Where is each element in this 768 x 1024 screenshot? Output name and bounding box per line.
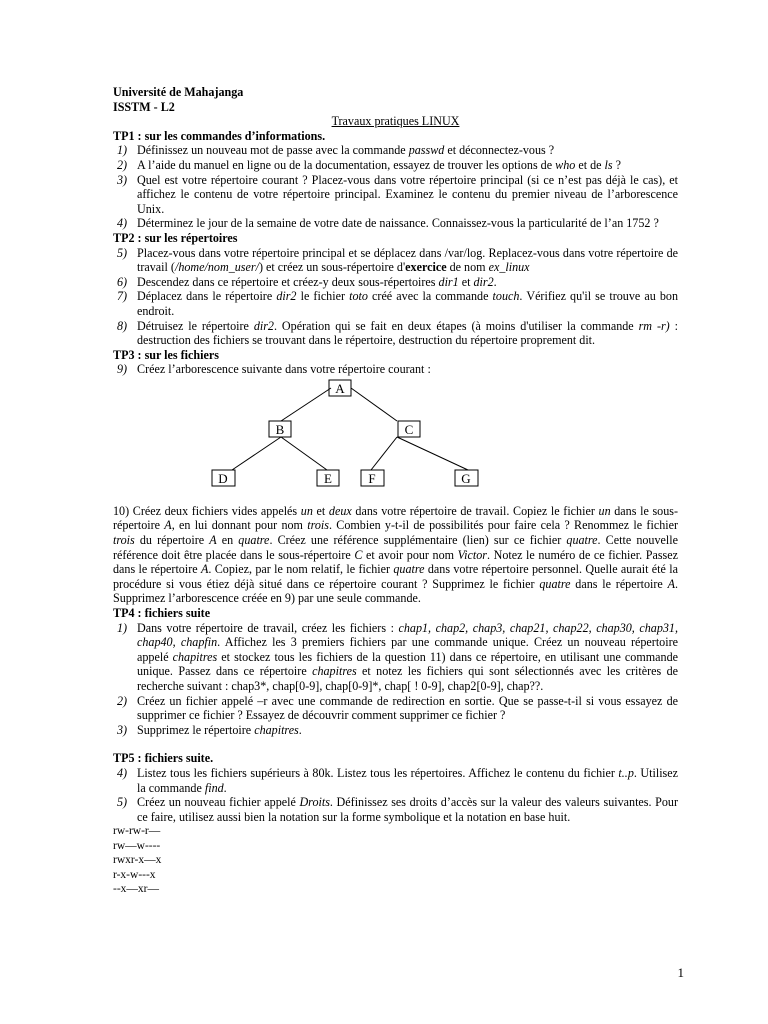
node-c-label: C xyxy=(404,421,414,437)
edge-b-d xyxy=(232,437,281,470)
item-text: Détruisez le répertoire dir2. Opération qui se fait en deux étapes (à moins d'utiliser la commande rm -r) : destruction des fichiers se trouvant dans le répertoire, destruction du répertoire proprement dit. xyxy=(137,318,678,348)
list-item xyxy=(117,216,678,231)
item-text: Dans votre répertoire de travail, créez les fichiers : chap1, chap2, chap3, chap21, chap22, chap30, chap31, chap40, chapfin. Affichez les 3 premiers fichiers par une commande unique. Créez un nouveau répertoire appelé chapitres et stockez tous les fichiers de la question 11) dans ce répertoire, en utilisant une commande unique. Passez dans ce répertoire chapitres et notez les fichiers qui sont sélectionnés avec les critères de recherche suivant : chap3*, chap[0-9], chap[0-9]*, chap[ ! 0-9], chap2[0-9], chap??. xyxy=(137,620,678,693)
node-a-label: A xyxy=(335,380,345,396)
item-number: 6) xyxy=(117,274,128,289)
item-number: 1) xyxy=(117,620,128,635)
permission-line: rw—w---- xyxy=(113,839,161,852)
permission-line: --x—xr— xyxy=(113,883,159,896)
node-g-label: G xyxy=(461,470,471,486)
list-item xyxy=(117,289,678,318)
item-text: Créez l’arborescence suivante dans votre répertoire courant : xyxy=(137,362,431,377)
item-text: Créez un nouveau fichier appelé Droits. Définissez ses droits d’accès sur la valeur des valeurs suivantes. Pour ce faire, utilisez aussi bien la notation sur la forme symbolique et la notation en base huit. xyxy=(137,795,678,824)
permission-line: r-x-w---x xyxy=(113,868,156,881)
item-text: Descendez dans ce répertoire et créez-y deux sous-répertoires dir1 et dir2. xyxy=(137,274,497,289)
list-item xyxy=(117,246,678,275)
item-number: 3) xyxy=(117,722,128,737)
tp1-heading: TP1 : sur les commandes d’informations. xyxy=(113,128,326,143)
document-title-wrap xyxy=(113,114,678,129)
list-item xyxy=(117,362,678,377)
item-number: 2) xyxy=(117,157,128,172)
directory-tree-diagram xyxy=(113,378,678,490)
edge-c-f xyxy=(371,437,397,470)
list-item xyxy=(117,173,678,217)
document-title: Travaux pratiques LINUX xyxy=(331,114,460,129)
item-number: 9) xyxy=(117,362,128,377)
item-number: 4) xyxy=(117,765,128,780)
list-item xyxy=(117,319,678,348)
item-text: Placez-vous dans votre répertoire principal et se déplacez dans /var/log. Replacez-vous dans votre répertoire de travail (/home/nom_user/) et créez un sous-répertoire d'exercice de nom ex_linux xyxy=(137,245,678,275)
exercise-10-text: 10) Créez deux fichiers vides appelés un et deux dans votre répertoire de travail. Copiez le fichier un dans le sous-répertoire A, en lui donnant pour nom trois. Combien y-t-il de possibilités pour faire cela ? Renommez le fichier trois du répertoire A en quatre. Créez une référence supplémentaire (lien) sur ce fichier quatre. Cette nouvelle référence doit être placée dans le sous-répertoire C et avoir pour nom Victor. Notez le numéro de ce fichier. Passez dans le répertoire A. Copiez, par le nom relatif, le fichier quatre dans votre répertoire personnel. Quelle aurait été la procédure si vous étiez déjà situé dans ce répertoire courant ? Supprimez le fichier quatre dans le répertoire A. Supprimez l’arborescence créée en 9) par une seule commande. xyxy=(113,503,678,606)
node-d-label: D xyxy=(218,470,228,486)
item-number: 1) xyxy=(117,143,128,158)
list-item xyxy=(117,766,678,795)
tp2-heading: TP2 : sur les répertoires xyxy=(113,230,238,245)
node-e-label: E xyxy=(324,470,332,486)
item-number: 5) xyxy=(117,245,128,260)
list-item xyxy=(117,795,678,824)
list-item xyxy=(117,143,678,158)
item-text: Déplacez dans le répertoire dir2 le fichier toto créé avec la commande touch. Vérifiez qu'il se trouve au bon endroit. xyxy=(137,289,679,318)
edge-b-e xyxy=(281,437,327,470)
document-page xyxy=(113,85,678,897)
item-text: Quel est votre répertoire courant ? Placez-vous dans votre répertoire principal (si ce n’est pas déjà le cas), et affichez le contenu de votre répertoire principal. Examinez le contenu du premier niveau de l’arborescence Unix. xyxy=(137,172,678,216)
edge-a-b xyxy=(281,388,331,421)
node-f-label: F xyxy=(368,470,376,486)
item-number: 8) xyxy=(117,318,128,333)
tree-svg xyxy=(113,378,678,490)
item-number: 2) xyxy=(117,693,128,708)
item-text: Créez un fichier appelé –r avec une commande de redirection en sortie. Que se passe-t-il si vous essayez de supprimer ce fichier ? Essayez de découvrir comment supprimer ce fichier ? xyxy=(137,693,678,723)
item-text: Définissez un nouveau mot de passe avec la commande passwd et déconnectez-vous ? xyxy=(137,143,555,158)
university-name: Université de Mahajanga xyxy=(113,85,244,99)
edge-a-c xyxy=(351,388,397,421)
item-number: 3) xyxy=(117,172,128,187)
permission-line: rw-rw-r— xyxy=(113,825,161,838)
permission-line: rwxr-x—x xyxy=(113,854,162,867)
list-item xyxy=(117,158,678,173)
page-number: 1 xyxy=(677,965,684,980)
list-item xyxy=(117,694,678,723)
item-number: 4) xyxy=(117,216,128,231)
item-number: 5) xyxy=(117,795,128,810)
spacer xyxy=(113,490,678,504)
item-text: Listez tous les fichiers supérieurs à 80k. Listez tous les répertoires. Affichez le contenu du fichier t..p. Utilisez la commande find. xyxy=(137,765,679,795)
tp4-heading: TP4 : fichiers suite xyxy=(113,606,211,621)
edge-c-g xyxy=(397,437,468,470)
list-item xyxy=(117,275,678,290)
node-b-label: B xyxy=(275,421,285,437)
item-text: A l’aide du manuel en ligne ou de la documentation, essayez de trouver les options de who et de ls ? xyxy=(137,157,621,172)
list-item xyxy=(117,621,678,694)
tp3-heading: TP3 : sur les fichiers xyxy=(113,347,219,362)
item-text: Supprimez le répertoire chapitres. xyxy=(137,722,302,737)
class-label: ISSTM - L2 xyxy=(113,99,175,114)
tp5-heading: TP5 : fichiers suite. xyxy=(113,751,214,766)
list-item xyxy=(117,723,678,738)
item-number: 7) xyxy=(117,289,128,304)
item-text: Déterminez le jour de la semaine de votre date de naissance. Connaissez-vous la particularité de l’an 1752 ? xyxy=(137,216,659,231)
spacer xyxy=(113,737,678,751)
